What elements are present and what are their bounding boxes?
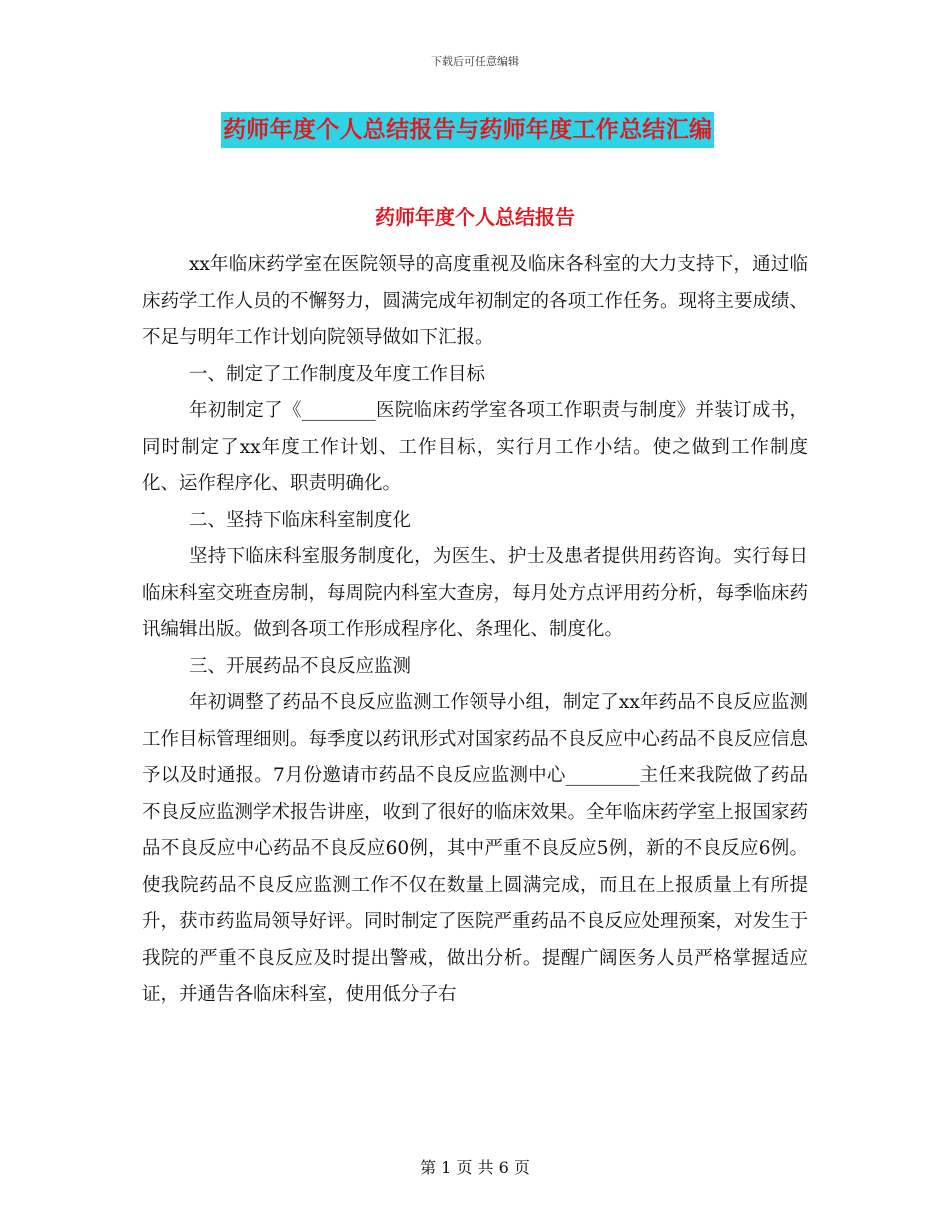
heading-section-2: 二、坚持下临床科室制度化 <box>189 509 412 531</box>
document-title: 药师年度个人总结报告与药师年度工作总结汇编 <box>221 112 714 148</box>
page-header-note: 下载后可任意编辑 <box>431 55 519 68</box>
heading-section-3: 三、开展药品不良反应监测 <box>189 655 412 677</box>
document-body <box>142 247 808 1014</box>
paragraph-section-1: 年初制定了《________医院临床药学室各项工作职责与制度》并装订成书，同时制定了xx年度工作计划、工作目标，实行月工作小结。使之做到工作制度化、运作程序化、职责明确化。 <box>142 400 808 494</box>
paragraph-section-2: 坚持下临床科室服务制度化，为医生、护士及患者提供用药咨询。实行每日临床科室交班查房制，每周院内科室大查房，每月处方点评用药分析，每季临床药讯编辑出版。做到各项工作形成程序化、条理化、制度化。 <box>142 546 809 640</box>
heading-section-1: 一、制定了工作制度及年度工作目标 <box>189 363 486 385</box>
page-number: 第 1 页 共 6 页 <box>420 1158 530 1177</box>
section-title: 药师年度个人总结报告 <box>375 205 575 229</box>
paragraph-section-3: 年初调整了药品不良反应监测工作领导小组，制定了xx年药品不良反应监测工作目标管理细则。每季度以药讯形式对国家药品不良反应中心药品不良反应信息予以及时通报。7月份邀请市药品不良反应监测中心________主任来我院做了药品不良反应监测学术报告讲座，收到了很好的临床效果。全年临床药学室上报国家药品不良反应中心药品不良反应60例，其中严重不良反应5例，新的不良反应6例。使我院药品不良反应监测工作不仅在数量上圆满完成，而且在上报质量上有所提升，获市药监局领导好评。同时制定了医院严重药品不良反应处理预案，对发生于我院的严重不良反应及时提出警戒，做出分析。提醒广阔医务人员严格掌握适应证，并通告各临床科室，使用低分子右 <box>142 692 809 1005</box>
paragraph-intro: xx年临床药学室在医院领导的高度重视及临床各科室的大力支持下，通过临床药学工作人员的不懈努力，圆满完成年初制定的各项工作任务。现将主要成绩、不足与明年工作计划向院领导做如下汇报。 <box>142 254 809 348</box>
